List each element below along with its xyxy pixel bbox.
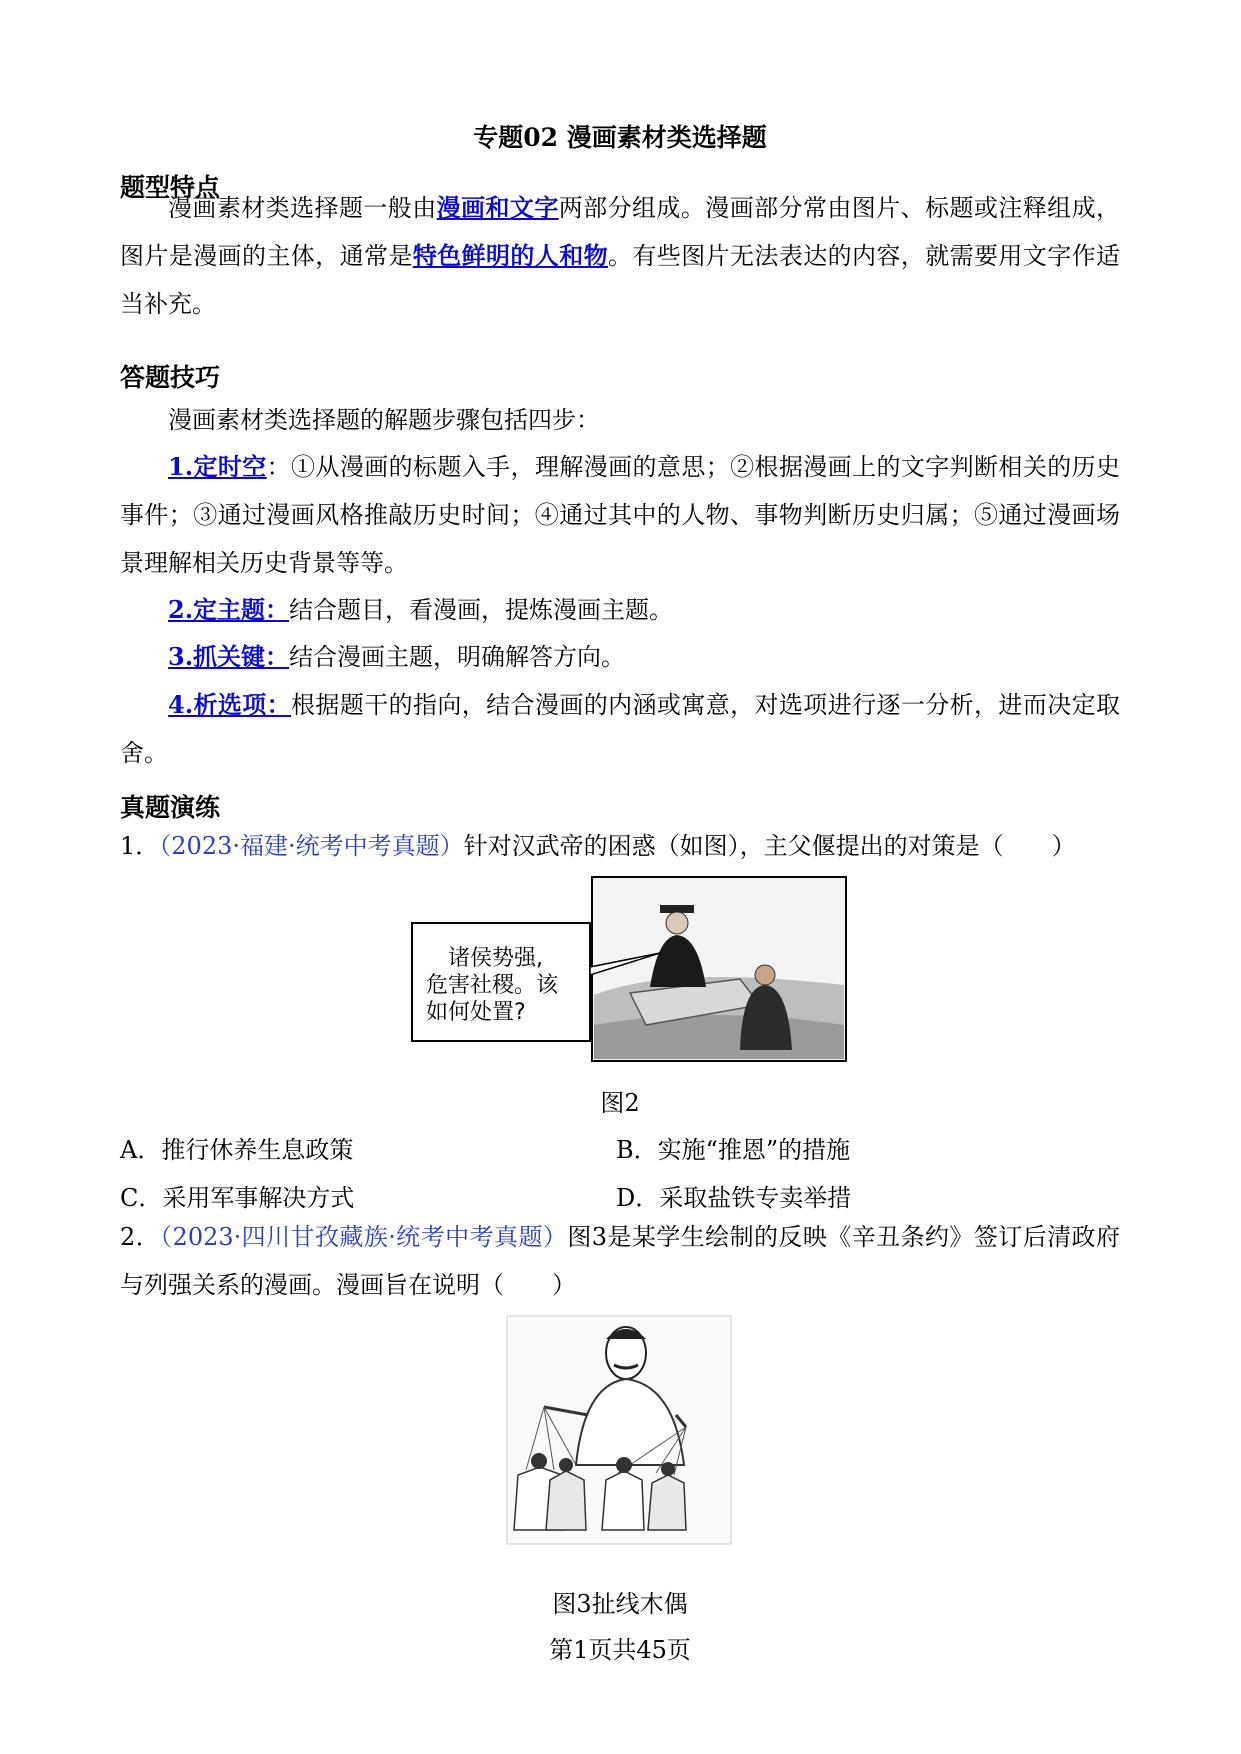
question-text: 针对汉武帝的困惑（如图），主父偃提出的对策是（ ）	[463, 832, 1076, 860]
step-4-label: 4.析选项：	[168, 690, 292, 719]
step-1	[120, 443, 1120, 587]
highlight-people-things: 特色鲜明的人和物	[412, 241, 609, 270]
document-page	[120, 0, 1120, 1754]
text-run: 两部分组成。漫画部分常由图片、标题或注释组成，图片是漫画的主体，通常是	[120, 194, 1121, 270]
bubble-line-1: 诸侯势强,	[448, 946, 543, 971]
features-paragraph	[120, 184, 1120, 328]
figure-2-caption: 图2	[600, 1089, 640, 1117]
text-run: 。有些图片无法表达的内容，就需要用文字作适当补充。	[120, 242, 1121, 318]
step-3-label: 3.抓关键：	[168, 642, 290, 671]
question-2-stem	[120, 1213, 1120, 1309]
step-3	[120, 633, 1120, 681]
highlight-comic-text: 漫画和文字	[436, 193, 559, 222]
step-4-text: 根据题干的指向，结合漫画的内涵或寓意，对选项进行逐一分析，进而决定取舍。	[120, 691, 1121, 767]
page-footer: 第1页共45页	[549, 1636, 691, 1664]
figure-2-illustration	[410, 875, 850, 1065]
section-heading-techniques: 答题技巧	[120, 363, 221, 392]
step-3-text: 结合漫画主题，明确解答方向。	[289, 643, 626, 671]
question-source: （2023·四川甘孜藏族·统考中考真题）	[160, 1223, 568, 1251]
step-4	[120, 681, 1120, 777]
option-c[interactable]: C．采用军事解决方式	[120, 1184, 355, 1212]
text-run: 漫画素材类选择题一般由	[168, 194, 437, 222]
section-heading-practice: 真题演练	[120, 793, 221, 822]
option-d[interactable]: D．采取盐铁专卖举措	[616, 1184, 852, 1212]
puppet-2	[546, 1471, 586, 1530]
minister-head	[755, 965, 775, 985]
step-1-text: ：①从漫画的标题入手，理解漫画的意思；②根据漫画上的文字判断相关的历史事件；③通过漫画风格推敲历史时间；④通过其中的人物、事物判断历史归属；⑤通过漫画场景理解相关历史背景等等。	[120, 453, 1121, 577]
emperor-head	[666, 912, 688, 934]
figure-2-comic	[410, 875, 850, 1065]
step-2	[120, 586, 1120, 634]
question-number: 2．	[120, 1223, 161, 1251]
techniques-intro: 漫画素材类选择题的解题步骤包括四步：	[168, 406, 600, 434]
step-1-label: 1.定时空	[168, 452, 267, 481]
figure-3-illustration	[506, 1315, 732, 1545]
puppet-4	[648, 1475, 686, 1530]
question-number: 1．	[120, 832, 160, 860]
step-2-label: 2.定主题：	[168, 595, 290, 624]
option-b[interactable]: B．实施“推恩”的措施	[616, 1136, 851, 1164]
question-source: （2023·福建·统考中考真题）	[159, 832, 464, 860]
bubble-line-3: 如何处置?	[426, 1000, 526, 1025]
bubble-line-2: 危害社稷。该	[426, 973, 559, 998]
option-a[interactable]: A．推行休养生息政策	[120, 1136, 354, 1164]
page-title: 专题02 漫画素材类选择题	[473, 123, 767, 152]
step-2-text: 结合题目，看漫画，提炼漫画主题。	[289, 596, 674, 624]
question-1-stem	[120, 822, 1120, 870]
question-text: 图3是某学生绘制的反映《辛丑条约》签订后清政府与列强关系的漫画。漫画旨在说明（ ）	[120, 1223, 1120, 1299]
figure-3-caption: 图3扯线木偶	[552, 1590, 688, 1618]
puppet-3	[602, 1471, 644, 1530]
figure-3-puppet-comic	[506, 1315, 732, 1545]
section-heading-features: 题型特点	[120, 173, 221, 202]
